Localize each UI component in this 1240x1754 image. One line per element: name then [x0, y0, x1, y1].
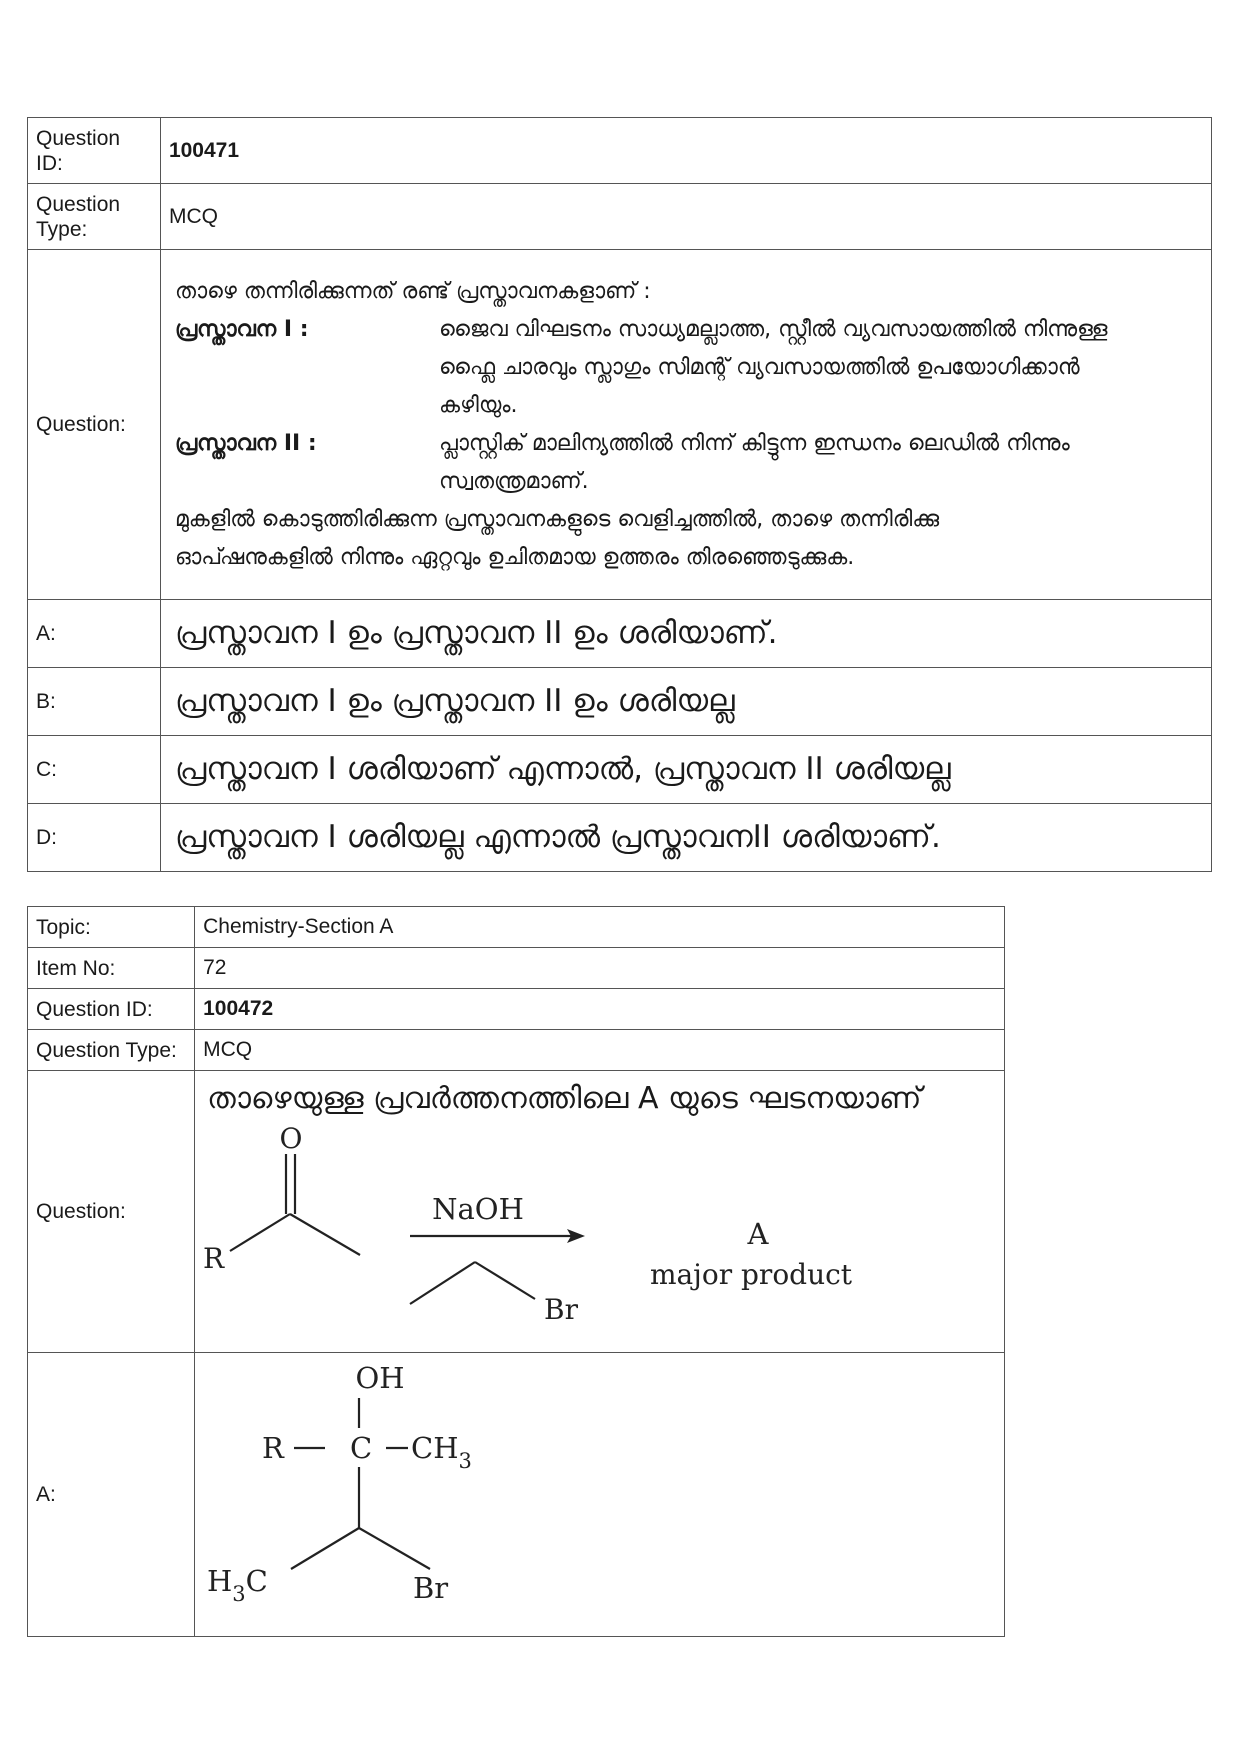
reagent-label: NaOH — [432, 1192, 524, 1226]
statement-1-line-3: കഴിയും. — [438, 392, 518, 418]
item-no-value: 72 — [195, 948, 1005, 989]
methyl-label — [411, 1431, 472, 1473]
question-id-label: Question ID: — [28, 989, 195, 1030]
option-c-text: പ്രസ്താവന I ശരിയാണ് എന്നാൽ, പ്രസ്താവന II ശരിയല്ല — [160, 736, 1211, 804]
question-body — [195, 1071, 1005, 1353]
statement-2-line-2: സ്വതന്ത്രമാണ്. — [438, 468, 589, 494]
methyl-subscript: 3 — [458, 1449, 472, 1473]
left-branch-bond — [291, 1528, 359, 1569]
option-a-label: A: — [28, 1353, 195, 1637]
statement-1-label: പ്രസ്താവന I : — [174, 316, 309, 342]
option-c-label: C: — [28, 736, 161, 804]
question-intro: താഴെ തന്നിരിക്കുന്നത് രണ്ട് പ്രസ്താവനകളാണ് : — [174, 278, 651, 304]
statement-1-line-2: ഫ്ലൈ ചാരവും സ്ലാഗും സിമന്റ് വ്യവസായത്തിൽ ഉപയോഗിക്കാൻ — [438, 354, 1080, 380]
question-type-value: MCQ — [195, 1030, 1005, 1071]
product-note: major product — [650, 1258, 853, 1291]
statement-2 — [175, 425, 1199, 501]
statement-2-label: പ്രസ്താവന II : — [174, 430, 317, 456]
option-b-text: പ്രസ്താവന I ഉം പ്രസ്താവന II ഉം ശരിയല്ല — [160, 668, 1211, 736]
methyl-bond — [290, 1214, 360, 1255]
central-carbon: C — [350, 1431, 373, 1465]
question-id-label: Question ID: — [28, 118, 161, 184]
option-b-label: B: — [28, 668, 161, 736]
bromide-label: Br — [544, 1293, 579, 1326]
product-letter: A — [747, 1217, 769, 1251]
question-table-2 — [27, 906, 1005, 1637]
question-label: Question: — [28, 250, 161, 600]
topic-label: Topic: — [28, 907, 195, 948]
h3c-h: H — [207, 1564, 233, 1598]
r-bond — [230, 1214, 290, 1251]
item-no-label: Item No: — [28, 948, 195, 989]
question-text: താഴെയുള്ള പ്രവർത്തനത്തിലെ A യുടെ ഘടനയാണ് — [207, 1081, 922, 1116]
option-d-text: പ്രസ്താവന I ശരിയല്ല എന്നാൽ പ്രസ്താവനII ശരിയാണ്. — [160, 804, 1211, 872]
ethyl-bond-1 — [410, 1262, 475, 1304]
ethyl-bond-2 — [475, 1262, 535, 1299]
right-branch-bond — [359, 1528, 430, 1569]
closing-line-2: ഓപ്ഷനുകളിൽ നിന്നും ഏറ്റവും ഉചിതമായ ഉത്തരം തിരഞ്ഞെടുക്കുക. — [174, 544, 855, 570]
hydroxyl-label: OH — [355, 1361, 405, 1395]
option-a-label: A: — [28, 600, 161, 668]
question-id-value: 100472 — [195, 989, 1005, 1030]
option-a-structure — [195, 1353, 1005, 1637]
bromine-label: Br — [413, 1571, 449, 1605]
closing-line-1: മുകളിൽ കൊടുത്തിരിക്കുന്ന പ്രസ്താവനകളുടെ വെളിച്ചത്തിൽ, താഴെ തന്നിരിക്കു — [174, 506, 940, 532]
carbonyl-oxygen: O — [279, 1122, 303, 1155]
question-body — [160, 250, 1211, 600]
h3c-subscript: 3 — [232, 1582, 246, 1606]
methyl-ch: CH — [411, 1431, 459, 1465]
topic-value: Chemistry-Section A — [195, 907, 1005, 948]
question-type-label: Question Type: — [28, 184, 161, 250]
statement-1-line-1: ജൈവ വിഘടനം സാധ്യമല്ലാത്ത, സ്റ്റീൽ വ്യവസായത്തിൽ നിന്നുള്ള — [438, 316, 1108, 342]
question-type-value: MCQ — [160, 184, 1211, 250]
question-table-1 — [27, 117, 1212, 872]
question-label: Question: — [28, 1071, 195, 1353]
question-type-label: Question Type: — [28, 1030, 195, 1071]
r-label: R — [262, 1431, 284, 1465]
option-a-text: പ്രസ്താവന I ഉം പ്രസ്താവന II ഉം ശരിയാണ്. — [160, 600, 1211, 668]
statement-2-line-1: പ്ലാസ്റ്റിക് മാലിന്യത്തിൽ നിന്ന് കിട്ടുന്ന ഇന്ധനം ലെഡിൽ നിന്നും — [438, 430, 1070, 456]
option-a-molecule — [195, 1353, 995, 1631]
reaction-scheme — [195, 1116, 995, 1338]
question-id-value: 100471 — [160, 118, 1211, 184]
option-d-label: D: — [28, 804, 161, 872]
h3c-label — [207, 1564, 268, 1606]
statement-1 — [175, 311, 1199, 425]
h3c-c: C — [245, 1564, 268, 1598]
r-group-label: R — [203, 1242, 225, 1275]
